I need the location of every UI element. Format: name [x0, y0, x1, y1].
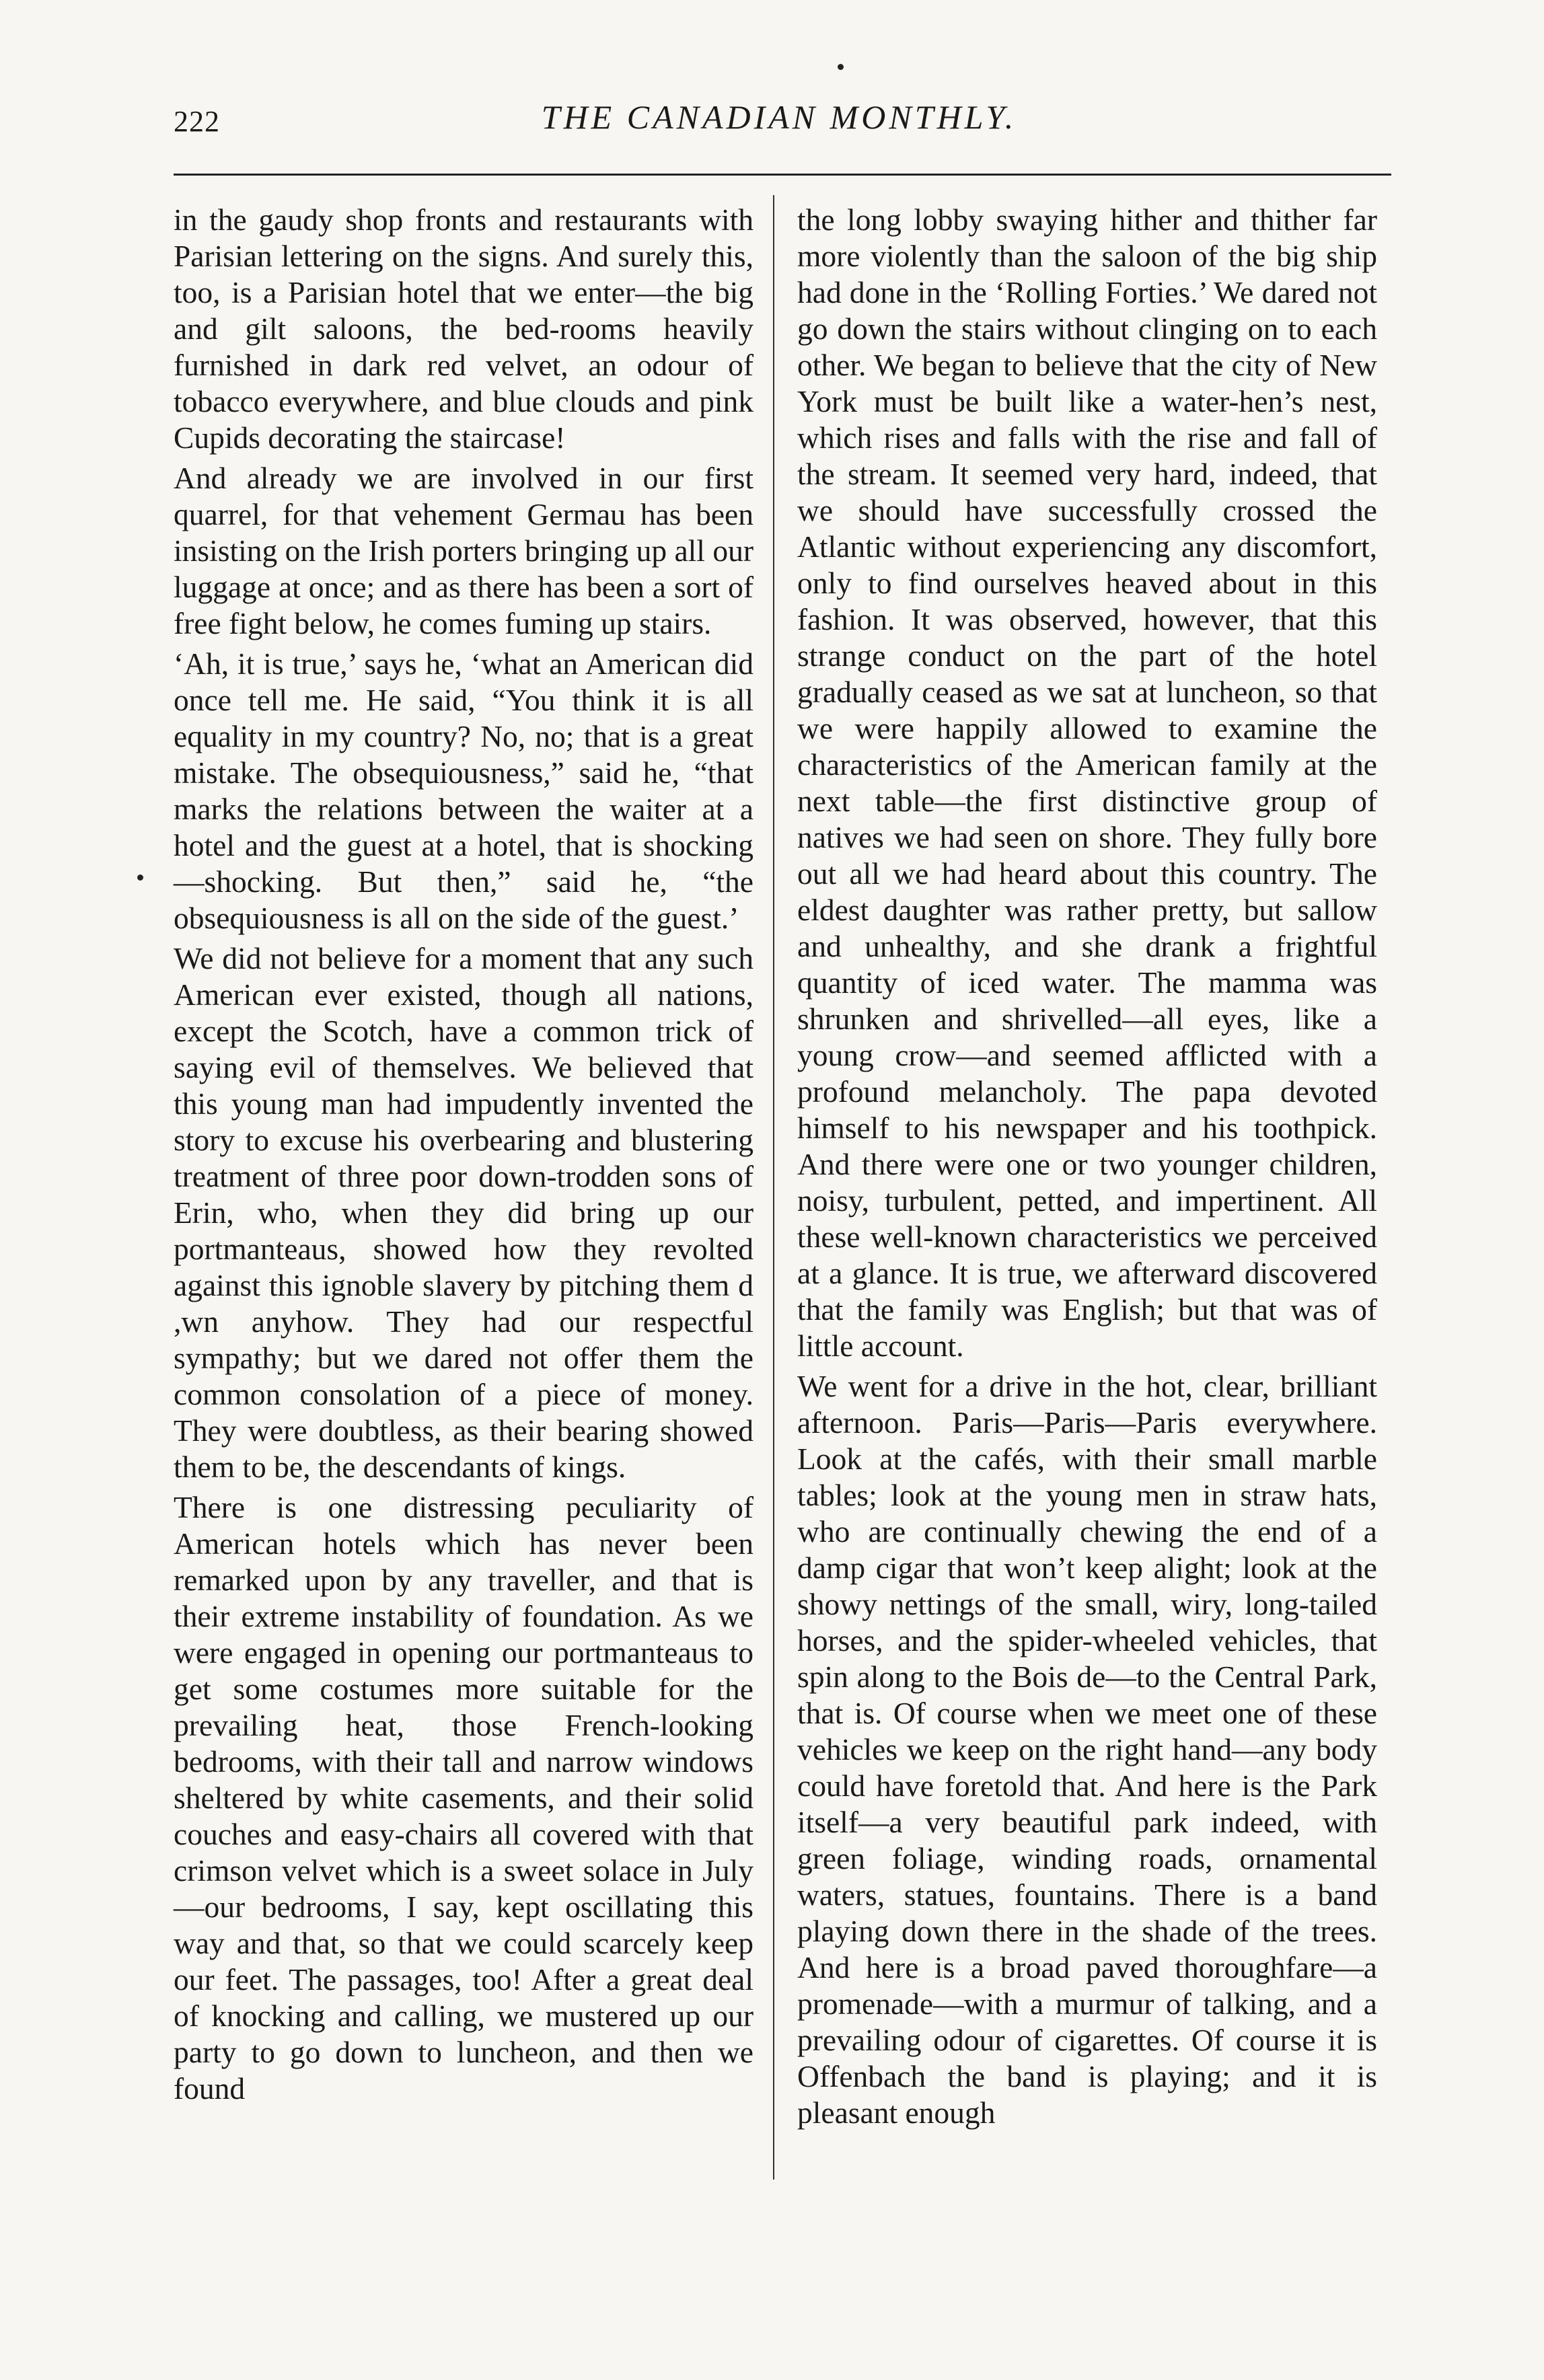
paragraph: the long lobby swaying hither and thither far more violently than the saloon of the big ship had done in the ‘Rolling Forties.’ We dared not go down the stairs without clinging on to each other. We began to believe that the city of New York must be built like a water-hen’s nest, which rises and falls with the rise and fall of the stream. It seemed very hard, indeed, that we should have successfully crossed the Atlantic without experiencing any discomfort, only to find ourselves heaved about in this fashion. It was observed, however, that this strange conduct on the part of the hotel gradually ceased as we sat at luncheon, so that we were happily allowed to examine the characteristics of the American family at the next table—the first distinctive group of natives we had seen on shore. They fully bore out all we had heard about this country. The eldest daughter was rather pretty, but sallow and unhealthy, and she drank a frightful quantity of iced water. The mamma was shrunken and shrivelled—all eyes, like a young crow—and seemed afflicted with a profound melancholy. The papa devoted himself to his newspaper and his toothpick. And there were one or two younger children, noisy, turbulent, petted, and impertinent. All these well-known characteristics we perceived at a glance. It is true, we afterward discovered that the family was English; but that was of little account.	[797, 202, 1377, 1363]
right-column	[797, 202, 1377, 2131]
page-header	[174, 98, 1385, 145]
ink-speck	[137, 875, 143, 881]
paragraph: ‘Ah, it is true,’ says he, ‘what an American did once tell me. He said, “You think it is all equality in my country? No, no; that is a great mistake. The obsequiousness,” said he, “that marks the relations between the waiter at a hotel and the guest at a hotel, that is shocking—shocking. But then,” said he, “the obsequiousness is all on the side of the guest.’	[174, 646, 753, 935]
column-divider	[773, 195, 774, 2180]
left-column	[174, 202, 753, 2107]
running-title: THE CANADIAN MONTHLY.	[541, 98, 1017, 136]
paragraph: We went for a drive in the hot, clear, brilliant afternoon. Paris—Paris—Paris everywhere. Look at the cafés, with their small marble tables; look at the young men in straw hats, who are continually chewing the end of a damp cigar that won’t keep alight; look at the showy nettings of the small, wiry, long-tailed horses, and the spider-wheeled vehicles, that spin along to the Bois de—to the Central Park, that is. Of course when we meet one of these vehicles we keep on the right hand—any body could have foretold that. And here is the Park itself—a very beautiful park indeed, with green foliage, winding roads, ornamental waters, statues, fountains. There is a band playing down there in the shade of the trees. And here is a broad paved thoroughfare—a promenade—with a murmur of talking, and a prevailing odour of cigarettes. Of course it is Offenbach the band is playing; and it is pleasant enough	[797, 1369, 1377, 2130]
header-rule	[174, 174, 1391, 176]
paragraph: We did not believe for a moment that any such American ever existed, though all nations, except the Scotch, have a common trick of saying evil of themselves. We believed that this young man had impudently invented the story to excuse his overbearing and blustering treatment of three poor down-trodden sons of Erin, who, when they did bring up our portmanteaus, showed how they revolted against this ignoble slavery by pitching them d ,wn anyhow. They had our respectful sympathy; but we dared not offer them the common consolation of a piece of money. They were doubtless, as their bearing showed them to be, the descendants of kings.	[174, 941, 753, 1484]
paragraph: And already we are involved in our first quarrel, for that vehement Germau has been insisting on the Irish porters bringing up all our luggage at once; and as there has been a sort of free fight below, he comes fuming up stairs.	[174, 461, 753, 640]
ink-speck	[838, 64, 844, 70]
paragraph: There is one distressing peculiarity of American hotels which has never been remarked upon by any traveller, and that is their extreme instability of foundation. As we were engaged in opening our portmanteaus to get some costumes more suitable for the prevailing heat, those French-looking bedrooms, with their tall and narrow windows sheltered by white casements, and their solid couches and easy-chairs all covered with that crimson velvet which is a sweet solace in July—our bedrooms, I say, kept oscillating this way and that, so that we could scarcely keep our feet. The passages, too! After a great deal of knocking and calling, we mustered up our party to go down to luncheon, and then we found	[174, 1490, 753, 2106]
page-number: 222	[174, 105, 220, 138]
paragraph: in the gaudy shop fronts and restaurants with Parisian lettering on the signs. And surely this, too, is a Parisian hotel that we enter—the big and gilt saloons, the bed-rooms heavily furnished in dark red velvet, an odour of tobacco everywhere, and blue clouds and pink Cupids decorating the staircase!	[174, 202, 753, 455]
